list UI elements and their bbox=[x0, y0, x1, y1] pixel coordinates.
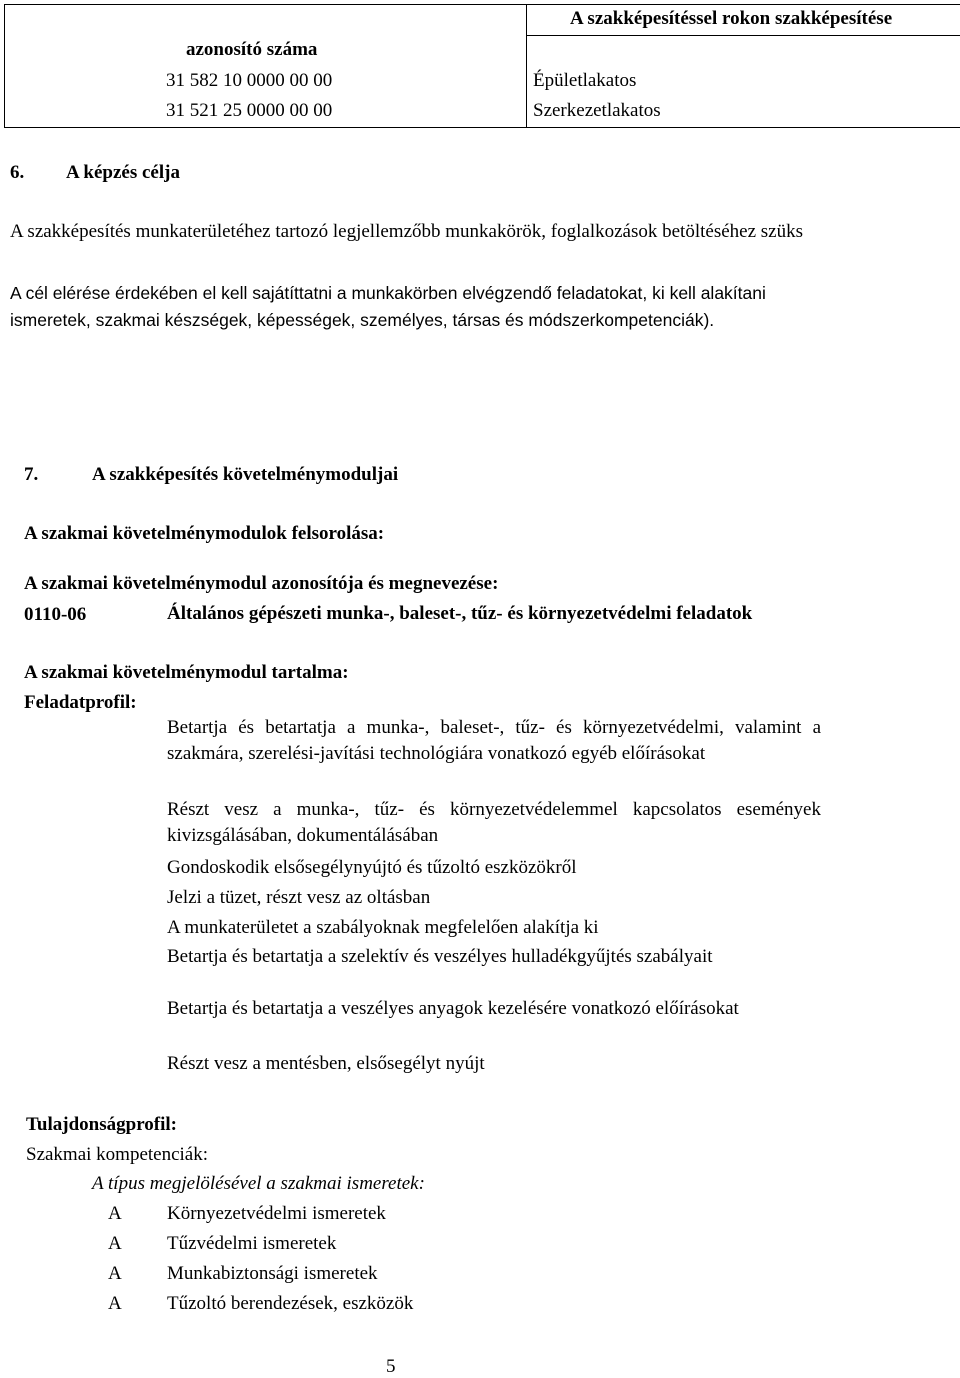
table-header-rule bbox=[526, 35, 960, 36]
knowledge-type: A bbox=[108, 1293, 122, 1314]
task-item: Betartja és betartatja a veszélyes anyagok kezelésére vonatkozó előírásokat bbox=[167, 998, 739, 1019]
knowledge-type: A bbox=[108, 1233, 122, 1254]
task-item: Jelzi a tüzet, részt vesz az oltásban bbox=[167, 887, 431, 908]
table-cell-id: 31 582 10 0000 00 00 bbox=[166, 70, 333, 91]
task-item: Részt vesz a mentésben, elsősegélyt nyújt bbox=[167, 1053, 485, 1074]
knowledge-name: Tűzvédelmi ismeretek bbox=[167, 1233, 337, 1254]
section-6-paragraph-1: A szakképesítés munkaterületéhez tartozó legjellemzőbb munkakörök, foglalkozások betöltéséhez szüks bbox=[10, 221, 803, 242]
knowledge-name: Munkabiztonsági ismeretek bbox=[167, 1263, 378, 1284]
section-6-paragraph-2-line-2: ismeretek, szakmai készségek, képességek, személyes, társas és módszerkompetenciák). bbox=[10, 310, 715, 330]
section-7-title: A szakképesítés követelménymoduljai bbox=[92, 464, 399, 485]
property-profile-label: Tulajdonságprofil: bbox=[26, 1114, 177, 1135]
competencies-label: Szakmai kompetenciák: bbox=[26, 1144, 209, 1165]
section-6-title: A képzés célja bbox=[66, 162, 180, 183]
module-id: 0110-06 bbox=[24, 604, 87, 625]
task-item: A munkaterületet a szabályoknak megfelelően alakítja ki bbox=[167, 917, 599, 938]
table-border-bottom bbox=[4, 127, 960, 128]
task-profile-label: Feladatprofil: bbox=[24, 692, 137, 713]
task-item: Gondoskodik elsősegélynyújtó és tűzoltó eszközökről bbox=[167, 857, 577, 878]
module-id-heading: A szakmai követelménymodul azonosítója és megnevezése: bbox=[24, 573, 499, 594]
table-header-left: azonosító száma bbox=[186, 39, 318, 60]
knowledge-name: Környezetvédelmi ismeretek bbox=[167, 1203, 386, 1224]
module-list-heading: A szakmai követelménymodulok felsorolása: bbox=[24, 523, 385, 544]
page-number: 5 bbox=[386, 1356, 396, 1377]
section-6-paragraph-2-line-1: A cél elérése érdekében el kell sajátíttatni a munkakörben elvégzendő feladatokat, ki kell alakítani bbox=[10, 283, 766, 303]
task-item: Részt vesz a munka-, tűz- és környezetvédelemmel kapcsolatos események kivizsgálásában, dokumentálásában bbox=[167, 799, 821, 846]
table-cell-id: 31 521 25 0000 00 00 bbox=[166, 100, 333, 121]
table-header-right: A szakképesítéssel rokon szakképesítése bbox=[570, 8, 893, 29]
knowledge-name: Tűzoltó berendezések, eszközök bbox=[167, 1293, 414, 1314]
table-divider bbox=[526, 4, 527, 128]
table-cell-name: Épületlakatos bbox=[533, 70, 637, 91]
section-7-number: 7. bbox=[24, 464, 39, 485]
section-6-number: 6. bbox=[10, 162, 25, 183]
module-content-heading: A szakmai követelménymodul tartalma: bbox=[24, 662, 349, 683]
knowledge-type: A bbox=[108, 1263, 122, 1284]
table-border-left bbox=[4, 4, 5, 128]
knowledge-type: A bbox=[108, 1203, 122, 1224]
module-name: Általános gépészeti munka-, baleset-, tűz- és környezetvédelmi feladatok bbox=[167, 603, 753, 624]
task-item: Betartja és betartatja a munka-, baleset-, tűz- és környezetvédelmi, valamint a szakmára, szerelési-javítási technológiára vonatkozó egyéb előírásokat bbox=[167, 717, 821, 764]
knowledge-heading: A típus megjelölésével a szakmai ismeretek: bbox=[92, 1173, 425, 1194]
table-cell-name: Szerkezetlakatos bbox=[533, 100, 661, 121]
task-item: Betartja és betartatja a szelektív és veszélyes hulladékgyűjtés szabályait bbox=[167, 946, 713, 967]
table-border-top bbox=[4, 4, 960, 5]
